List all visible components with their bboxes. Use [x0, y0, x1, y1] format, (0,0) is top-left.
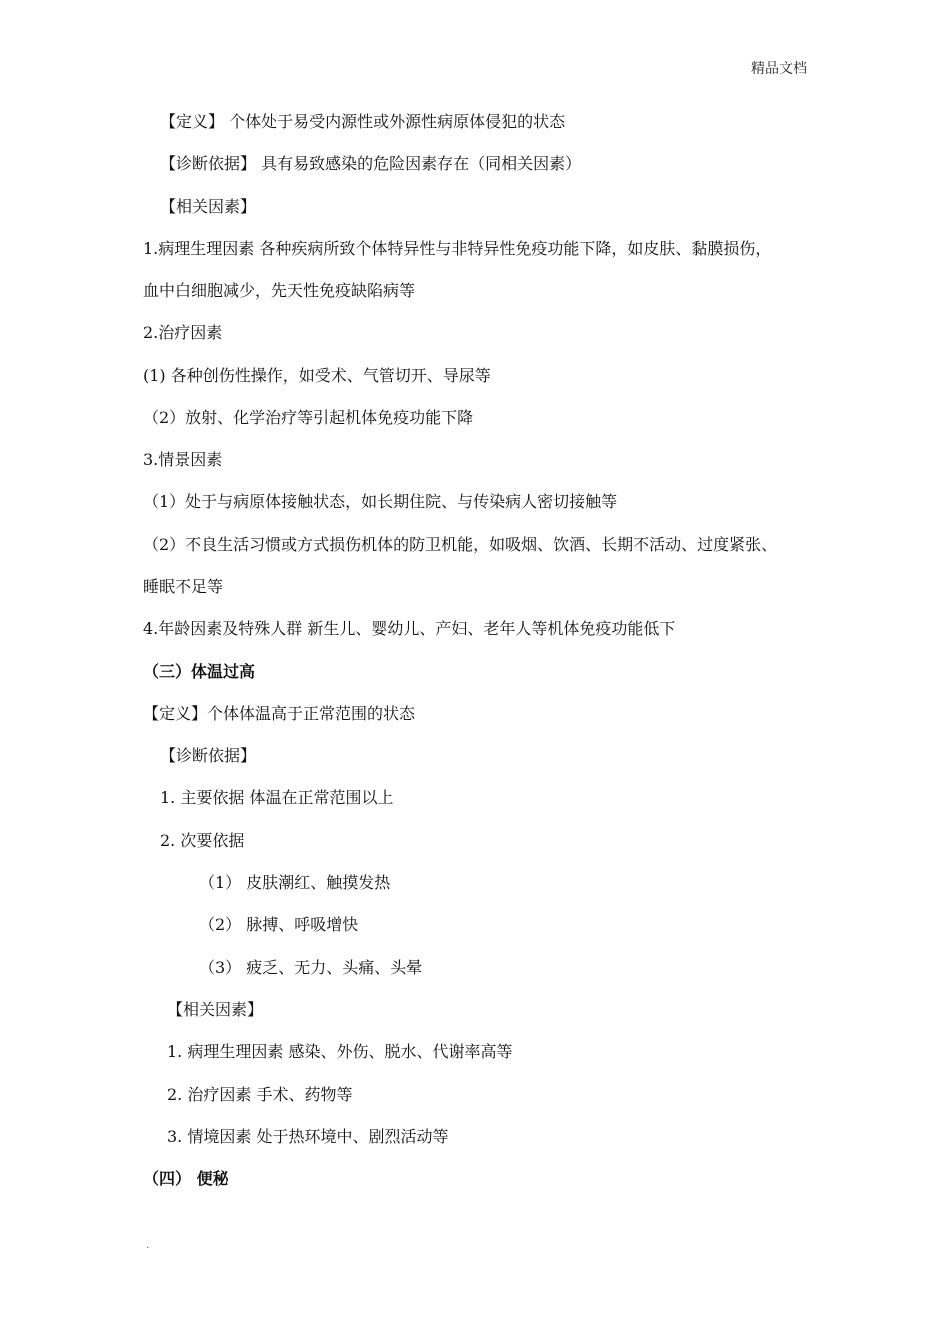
main-basis-line: 1. 主要依据 体温在正常范围以上 — [160, 788, 394, 807]
secondary-basis-item-1: （1） 皮肤潮红、触摸发热 — [199, 873, 391, 892]
page-header: 精品文档 — [751, 61, 807, 77]
footer-mark: . — [146, 1240, 150, 1251]
treatment-factor-item-2: （2）放射、化学治疗等引起机体免疫功能下降 — [143, 408, 474, 427]
definition-line: 【定义】 个体处于易受内源性或外源性病原体侵犯的状态 — [160, 112, 566, 131]
situational-factor-item-2-continued: 睡眠不足等 — [143, 577, 224, 596]
section-heading-constipation: （四） 便秘 — [143, 1169, 229, 1188]
pathophysiology-factor-line: 1.病理生理因素 各种疾病所致个体特异性与非特异性免疫功能下降，如皮肤、黏膜损伤， — [143, 239, 772, 258]
situational-factor-item-2: （2）不良生活习惯或方式损伤机体的防卫机能，如吸烟、饮酒、长期不活动、过度紧张、 — [143, 535, 778, 554]
situational-factor-heading: 3.情景因素 — [143, 450, 223, 469]
situational-factor-item-1: （1）处于与病原体接触状态，如长期住院、与传染病人密切接触等 — [143, 492, 618, 511]
treatment-factor-item-1: (1) 各种创伤性操作，如受术、气管切开、导尿等 — [143, 366, 491, 385]
hyperthermia-factor-item-1: 1. 病理生理因素 感染、外伤、脱水、代谢率高等 — [167, 1042, 513, 1061]
secondary-basis-item-2: （2） 脉搏、呼吸增快 — [199, 915, 359, 934]
hyperthermia-related-factors-heading: 【相关因素】 — [167, 1000, 264, 1019]
secondary-basis-heading: 2. 次要依据 — [160, 831, 245, 850]
hyperthermia-factor-item-2: 2. 治疗因素 手术、药物等 — [167, 1085, 353, 1104]
related-factors-heading: 【相关因素】 — [160, 197, 257, 216]
age-factor-line: 4.年龄因素及特殊人群 新生儿、婴幼儿、产妇、老年人等机体免疫功能低下 — [143, 619, 676, 638]
secondary-basis-item-3: （3） 疲乏、无力、头痛、头晕 — [199, 958, 423, 977]
diagnosis-basis-line: 【诊断依据】 具有易致感染的危险因素存在（同相关因素） — [160, 154, 582, 173]
section-heading-hyperthermia: （三）体温过高 — [143, 662, 256, 681]
hyperthermia-diagnosis-heading: 【诊断依据】 — [160, 746, 257, 765]
pathophysiology-factor-continued: 血中白细胞减少，先天性免疫缺陷病等 — [143, 281, 416, 300]
hyperthermia-definition-line: 【定义】个体体温高于正常范围的状态 — [143, 704, 416, 723]
hyperthermia-factor-item-3: 3. 情境因素 处于热环境中、剧烈活动等 — [167, 1127, 449, 1146]
treatment-factor-heading: 2.治疗因素 — [143, 323, 223, 342]
